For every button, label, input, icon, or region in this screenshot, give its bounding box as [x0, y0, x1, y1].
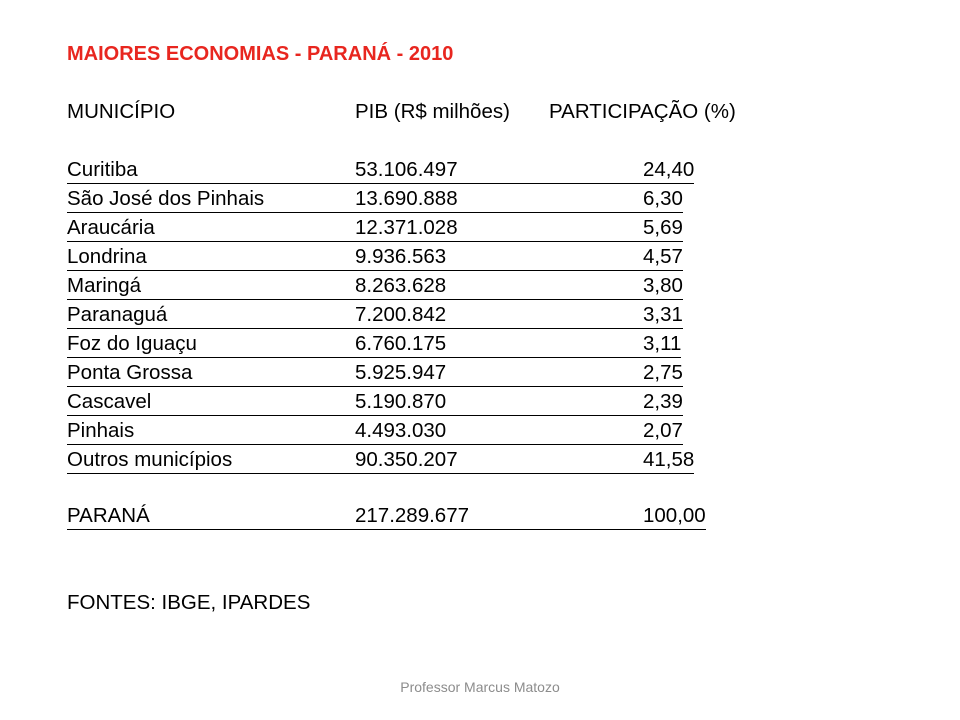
- row-participacao: 2,75: [643, 361, 683, 387]
- row-municipio: Araucária: [67, 216, 355, 242]
- row-participacao: 6,30: [643, 187, 683, 213]
- sources-note: FONTES: IBGE, IPARDES: [67, 591, 311, 614]
- row-participacao: 3,31: [643, 303, 683, 329]
- row-pib: 13.690.888: [355, 187, 643, 213]
- row-pib: 5.190.870: [355, 390, 643, 416]
- row-pib: 90.350.207: [355, 448, 643, 474]
- row-municipio: Foz do Iguaçu: [67, 332, 355, 358]
- row-participacao: 5,69: [643, 216, 683, 242]
- row-participacao: 3,11: [643, 332, 681, 358]
- footer-author: Professor Marcus Matozo: [400, 679, 560, 695]
- row-pib: 5.925.947: [355, 361, 643, 387]
- row-pib: 4.493.030: [355, 419, 643, 445]
- row-municipio: Paranaguá: [67, 303, 355, 329]
- row-pib: 6.760.175: [355, 332, 643, 358]
- row-pib: 8.263.628: [355, 274, 643, 300]
- row-pib: 53.106.497: [355, 158, 643, 184]
- row-municipio: São José dos Pinhais: [67, 187, 355, 213]
- row-pib: 9.936.563: [355, 245, 643, 271]
- total-pib: 217.289.677: [355, 504, 643, 530]
- slide-title: MAIORES ECONOMIAS - PARANÁ - 2010: [67, 43, 454, 65]
- row-municipio: Londrina: [67, 245, 355, 271]
- row-municipio: Pinhais: [67, 419, 355, 445]
- header-participacao: PARTICIPAÇÃO (%): [549, 100, 736, 123]
- row-municipio: Maringá: [67, 274, 355, 300]
- row-pib: 7.200.842: [355, 303, 643, 329]
- header-municipio: MUNICÍPIO: [67, 100, 176, 123]
- row-municipio: Outros municípios: [67, 448, 355, 474]
- row-participacao: 4,57: [643, 245, 683, 271]
- row-participacao: 3,80: [643, 274, 683, 300]
- total-participacao: 100,00: [643, 504, 706, 530]
- row-participacao: 2,07: [643, 419, 683, 445]
- total-municipio: PARANÁ: [67, 504, 355, 530]
- row-municipio: Cascavel: [67, 390, 355, 416]
- row-municipio: Ponta Grossa: [67, 361, 355, 387]
- row-participacao: 41,58: [643, 448, 694, 474]
- row-municipio: Curitiba: [67, 158, 355, 184]
- row-participacao: 24,40: [643, 158, 694, 184]
- row-pib: 12.371.028: [355, 216, 643, 242]
- row-participacao: 2,39: [643, 390, 683, 416]
- header-pib: PIB (R$ milhões): [355, 100, 510, 123]
